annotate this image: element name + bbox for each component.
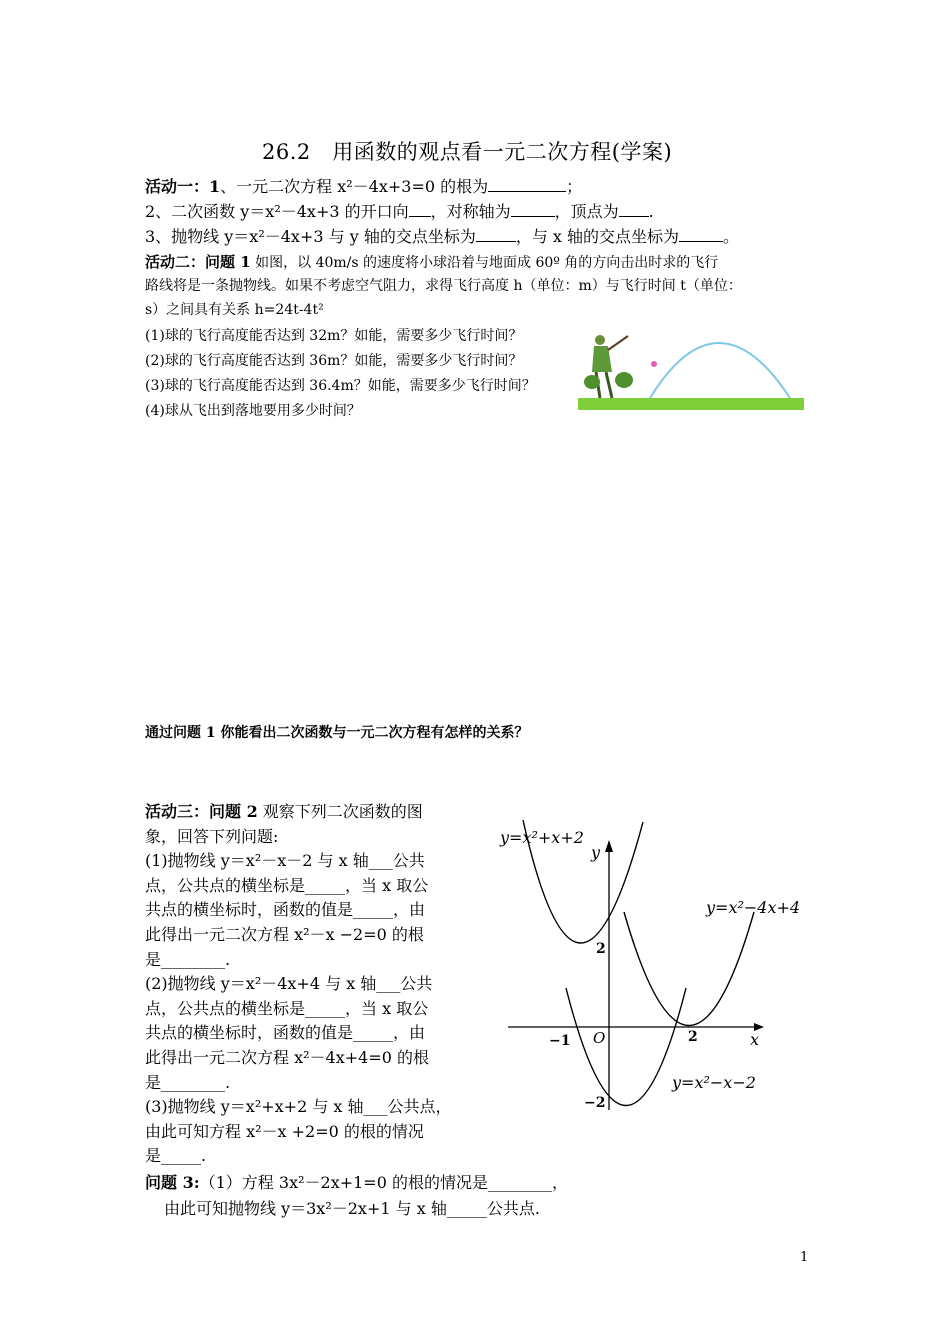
activity3-text: 活动三：问题 2 观察下列二次函数的图 象，回答下列问题: (1)抛物线 y＝x²－x－2 与 x 轴___公共 点，公共点的横坐标是_____，当 x 取公 共点的横坐标时，函数的值是_____，由 此得出一元二次方程 x²－x −2=0 的根 是________. (2)抛物线 y＝x²－4x+4 与 x 轴___公共 点，公共点的横坐标是_____，当 x 取公 共点的横坐标时，函数的值是_____，由 此得出一元二次方程 x²－4x+4=0 的根 是________. (3)抛物线 y＝x²+x+2 与 x 轴___公共点， 由此可知方程 x²－x +2=0 的根的情况 是_____. bbox=[145, 802, 452, 1166]
ground bbox=[578, 398, 804, 410]
relation-question: 通过问题 1 你能看出二次函数与一元二次方程有怎样的关系？ bbox=[145, 725, 529, 741]
activity2-label: 活动二：问题 1 bbox=[145, 253, 251, 271]
answer-blank[interactable] bbox=[511, 201, 555, 217]
curve-f2 bbox=[624, 912, 754, 1026]
question-item: (2)球的飞行高度能否达到 36m？如能，需要多少飞行时间？ bbox=[145, 353, 523, 369]
parabola-graph bbox=[492, 820, 802, 1120]
golf-illustration bbox=[578, 328, 804, 412]
tick-label-yneg2: −2 bbox=[584, 1095, 606, 1111]
activity3-label: 活动三：问题 2 bbox=[145, 802, 258, 821]
answer-blank[interactable] bbox=[679, 226, 723, 242]
answer-blank[interactable] bbox=[488, 176, 566, 192]
tick-label-y2: 2 bbox=[596, 941, 606, 957]
ball bbox=[651, 361, 657, 367]
curve-f3 bbox=[566, 988, 686, 1106]
golfer-icon bbox=[584, 335, 633, 398]
activity1-label: 活动一：1 bbox=[145, 177, 221, 196]
activity2-intro-3: s）之间具有关系 h=24t-4t² bbox=[145, 302, 324, 318]
answer-blank[interactable] bbox=[619, 201, 649, 217]
tick-label-neg1: −1 bbox=[549, 1033, 571, 1049]
flight-path bbox=[650, 343, 790, 398]
page-title: 26.2 用函数的观点看一元二次方程(学案) bbox=[262, 140, 673, 164]
question-item: (4)球从飞出到落地要用多少时间？ bbox=[145, 403, 361, 419]
label-f1: y=x²+x+2 bbox=[500, 828, 584, 847]
y-axis-label: y bbox=[591, 843, 601, 862]
activity1-line1: 活动一：1、一元二次方程 x²－4x+3=0 的根为 ； bbox=[145, 177, 583, 196]
activity2-intro-1: 活动二：问题 1 如图，以 40m/s 的速度将小球沿着与地面成 60º 角的方向击出时求的飞行 bbox=[145, 253, 719, 271]
origin-label: O bbox=[593, 1029, 606, 1047]
label-f2: y=x²−4x+4 bbox=[706, 898, 801, 917]
question3-label: 问题 3: bbox=[145, 1173, 200, 1192]
activity2-intro-2: 路线将是一条抛物线。如果不考虑空气阻力，求得飞行高度 h（单位：m）与飞行时间 t（单位： bbox=[145, 278, 742, 294]
answer-blank[interactable] bbox=[409, 201, 431, 217]
activity1-line3: 3、抛物线 y＝x²－4x+3 与 y 轴的交点坐标为 ，与 x 轴的交点坐标为 。 bbox=[145, 227, 740, 246]
question-item: (1)球的飞行高度能否达到 32m？如能，需要多少飞行时间？ bbox=[145, 328, 523, 344]
y-axis-arrow bbox=[605, 840, 613, 852]
page-number: 1 bbox=[800, 1250, 809, 1265]
answer-blank[interactable] bbox=[476, 226, 516, 242]
x-axis-label: x bbox=[750, 1030, 760, 1049]
question-item: (3)球的飞行高度能否达到 36.4m？如能，需要多少飞行时间？ bbox=[145, 378, 536, 394]
question3-line1: 问题 3:（1）方程 3x²－2x+1=0 的根的情况是________， bbox=[145, 1173, 568, 1192]
activity1-line2: 2、二次函数 y＝x²－4x+3 的开口向 ，对称轴为 ，顶点为 . bbox=[145, 202, 654, 221]
question3-line2: 由此可知抛物线 y＝3x²－2x+1 与 x 轴_____公共点. bbox=[164, 1199, 540, 1218]
label-f3: y=x²−x−2 bbox=[672, 1073, 756, 1092]
tick-label-2: 2 bbox=[688, 1029, 698, 1045]
